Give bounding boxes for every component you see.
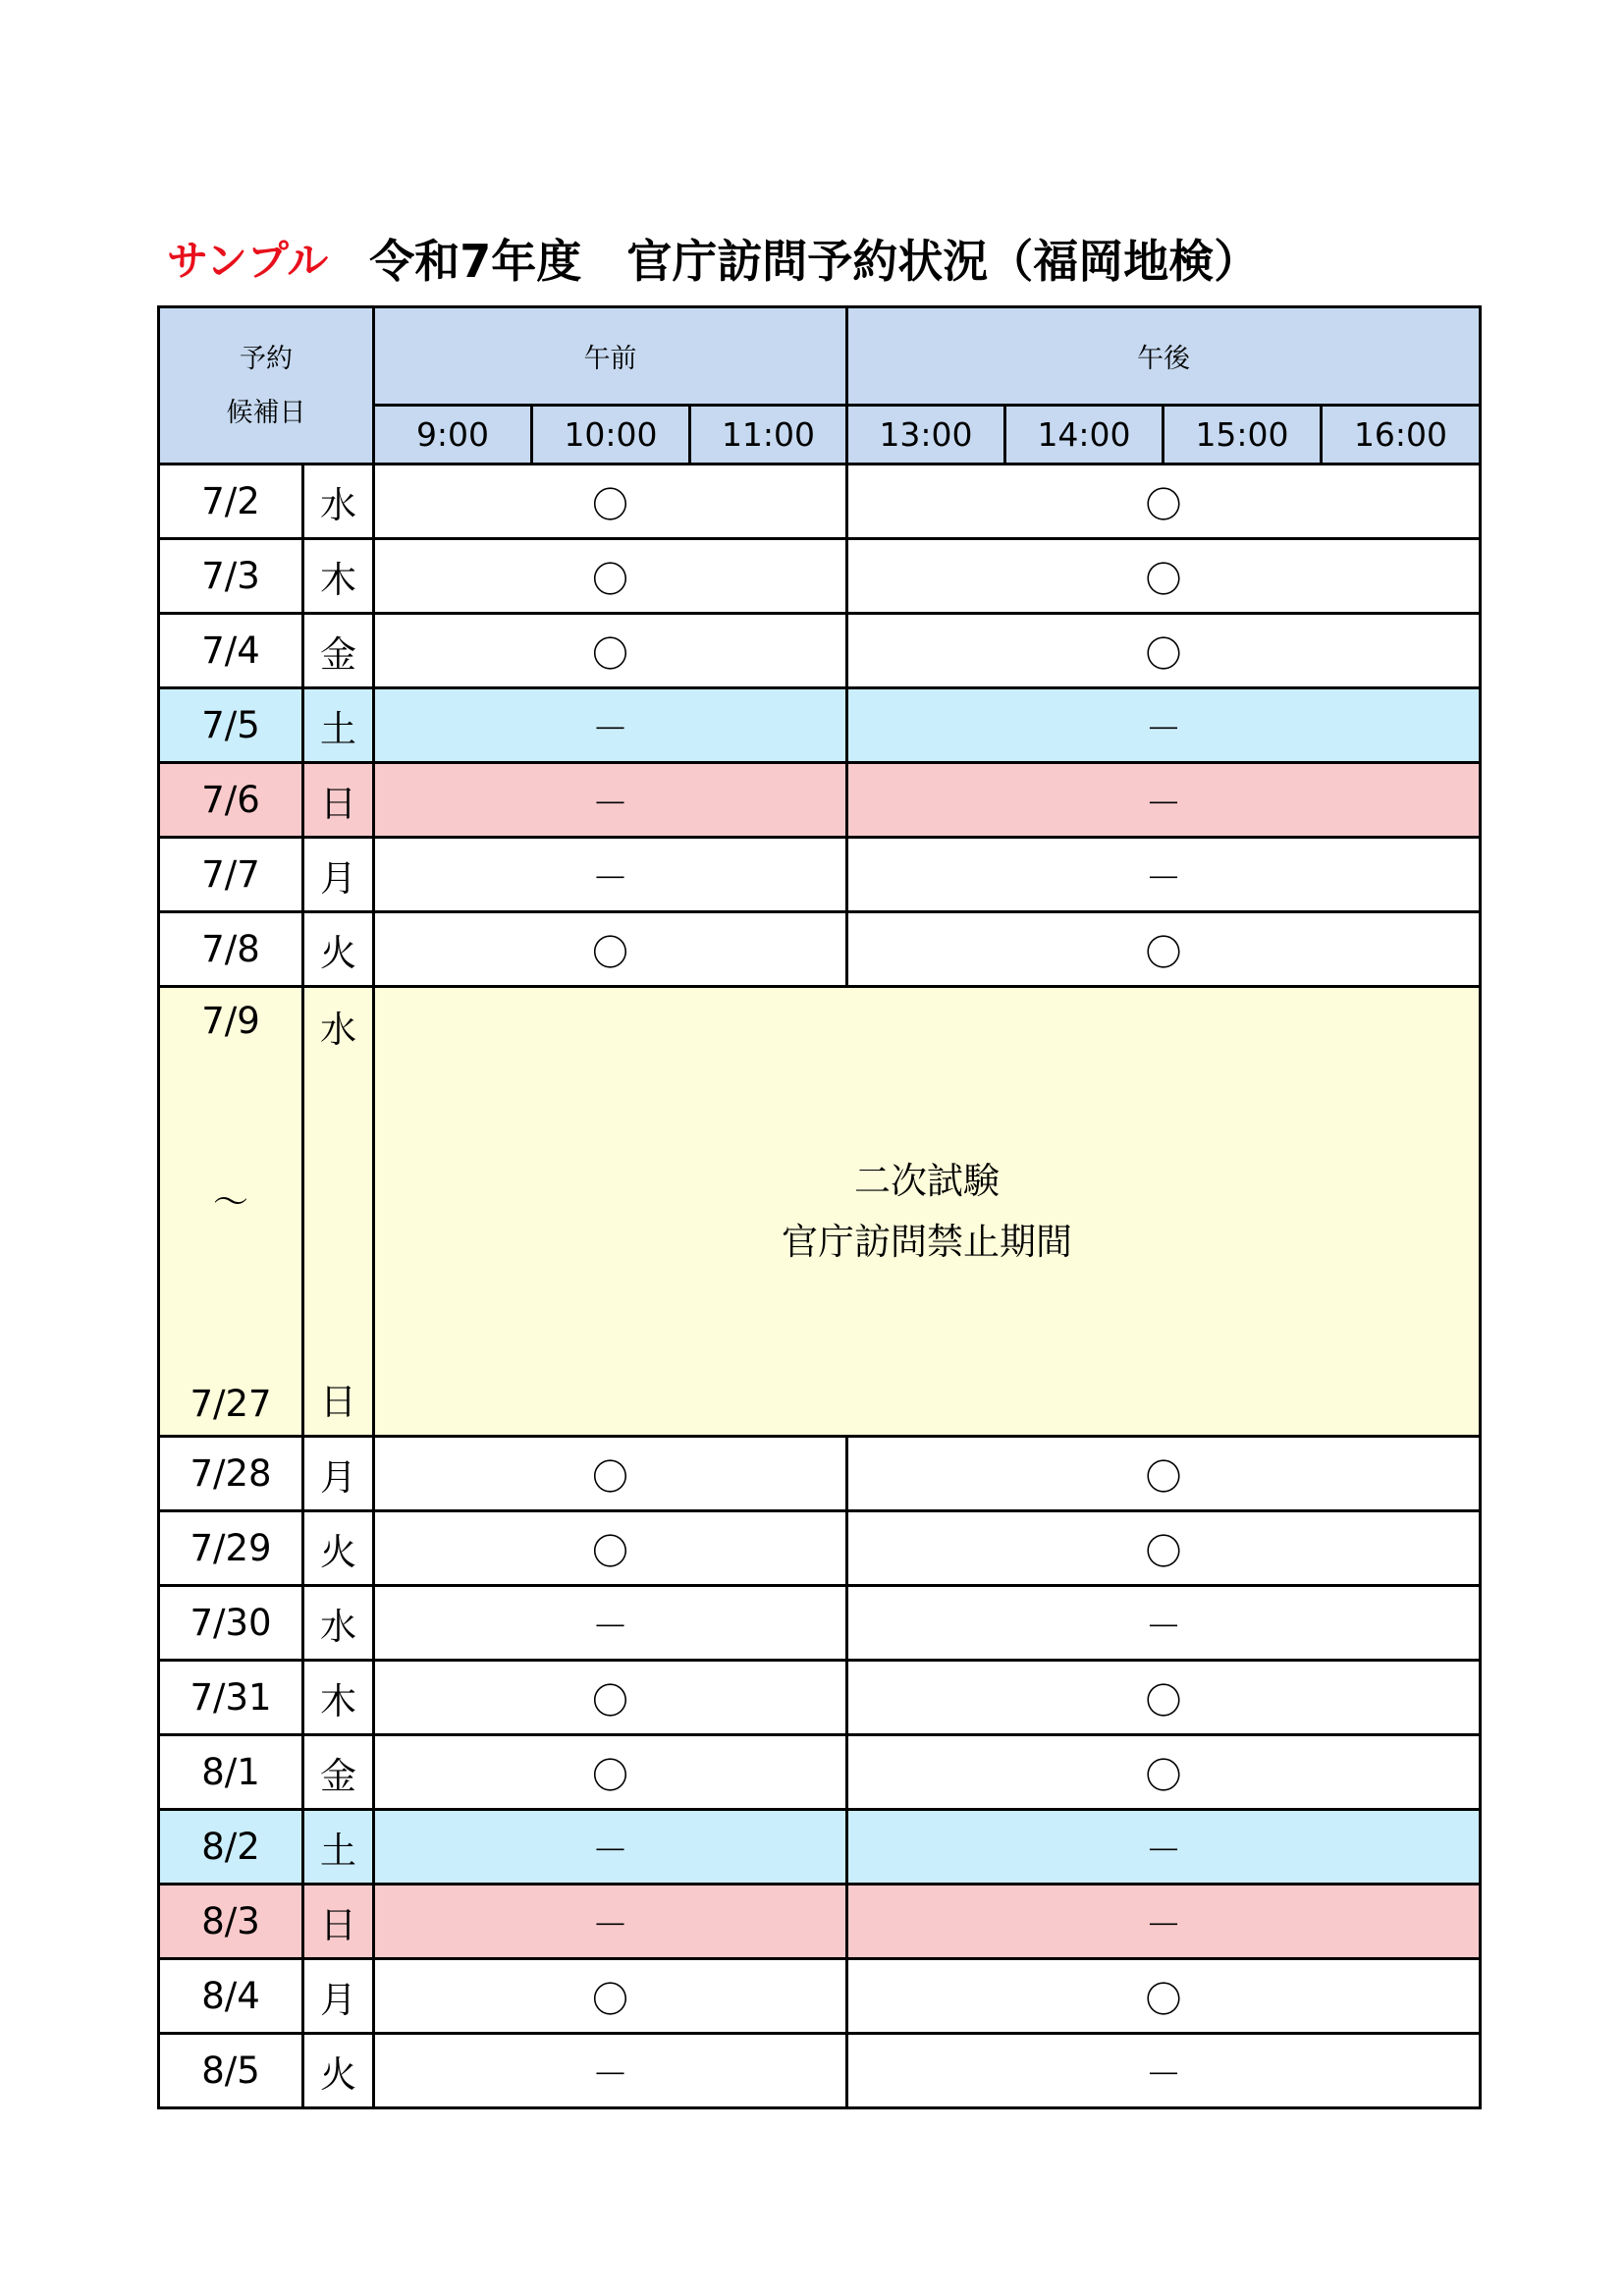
blocked-weekday-range xyxy=(303,987,374,1437)
date-cell: 8/2 xyxy=(159,1810,303,1885)
weekday-cell: 日 xyxy=(303,763,374,838)
time-header: 9:00 xyxy=(374,406,532,465)
date-cell: 7/2 xyxy=(159,465,303,539)
weekday-cell: 火 xyxy=(303,2034,374,2108)
am-status-cell: 〇 xyxy=(374,1511,847,1586)
weekday-cell: 木 xyxy=(303,1661,374,1735)
am-status-cell: 〇 xyxy=(374,1661,847,1735)
table-row xyxy=(159,838,1481,912)
am-status-cell: 〇 xyxy=(374,1437,847,1511)
am-status-cell: － xyxy=(374,1885,847,1959)
pm-status-cell: 〇 xyxy=(847,1511,1481,1586)
title-bar xyxy=(167,224,1259,293)
date-cell: 8/5 xyxy=(159,2034,303,2108)
date-cell: 8/4 xyxy=(159,1959,303,2034)
am-status-cell: － xyxy=(374,763,847,838)
table-row xyxy=(159,1959,1481,2034)
table-row-saturday xyxy=(159,1810,1481,1885)
weekday-cell: 水 xyxy=(303,1586,374,1661)
pm-header: 午後 xyxy=(847,307,1481,406)
weekday-cell: 月 xyxy=(303,1959,374,2034)
table-row xyxy=(159,614,1481,688)
table-row-sunday xyxy=(159,1885,1481,1959)
pm-status-cell: － xyxy=(847,1810,1481,1885)
table-row-saturday xyxy=(159,688,1481,763)
page-title: 令和7年度 官庁訪問予約状況（福岡地検） xyxy=(369,235,1260,288)
blocked-period-message xyxy=(374,987,1481,1437)
table-row xyxy=(159,1661,1481,1735)
pm-status-cell: － xyxy=(847,2034,1481,2108)
am-status-cell: 〇 xyxy=(374,465,847,539)
pm-status-cell: － xyxy=(847,763,1481,838)
table-row xyxy=(159,1586,1481,1661)
date-cell: 7/8 xyxy=(159,912,303,987)
pm-status-cell: － xyxy=(847,1885,1481,1959)
reservation-table xyxy=(157,305,1482,2109)
blocked-range-mark: ～ xyxy=(212,1182,248,1223)
weekday-cell: 土 xyxy=(303,688,374,763)
am-status-cell: 〇 xyxy=(374,1735,847,1810)
date-cell: 7/31 xyxy=(159,1661,303,1735)
weekday-cell: 火 xyxy=(303,912,374,987)
pm-status-cell: 〇 xyxy=(847,912,1481,987)
blocked-start-day: 水 xyxy=(320,1009,356,1051)
date-cell: 7/5 xyxy=(159,688,303,763)
table-row-sunday xyxy=(159,763,1481,838)
table-row xyxy=(159,539,1481,614)
blocked-date-range xyxy=(159,987,303,1437)
pm-status-cell: － xyxy=(847,1586,1481,1661)
weekday-cell: 水 xyxy=(303,465,374,539)
pm-status-cell: 〇 xyxy=(847,465,1481,539)
pm-status-cell: － xyxy=(847,688,1481,763)
candidate-header-line1: 予約 xyxy=(240,343,293,374)
weekday-cell: 木 xyxy=(303,539,374,614)
candidate-date-header xyxy=(159,307,374,465)
am-status-cell: － xyxy=(374,688,847,763)
date-cell: 7/28 xyxy=(159,1437,303,1511)
weekday-cell: 火 xyxy=(303,1511,374,1586)
blocked-end-date: 7/27 xyxy=(189,1383,272,1425)
pm-status-cell: 〇 xyxy=(847,614,1481,688)
table-row xyxy=(159,1511,1481,1586)
pm-status-cell: － xyxy=(847,838,1481,912)
table-row xyxy=(159,465,1481,539)
am-status-cell: － xyxy=(374,2034,847,2108)
blocked-message-line1: 二次試験 xyxy=(854,1159,1000,1202)
weekday-cell: 月 xyxy=(303,1437,374,1511)
pm-status-cell: 〇 xyxy=(847,1661,1481,1735)
table-row xyxy=(159,1437,1481,1511)
time-header: 14:00 xyxy=(1005,406,1164,465)
date-cell: 7/29 xyxy=(159,1511,303,1586)
am-status-cell: 〇 xyxy=(374,912,847,987)
time-header: 11:00 xyxy=(690,406,847,465)
weekday-cell: 月 xyxy=(303,838,374,912)
am-status-cell: 〇 xyxy=(374,614,847,688)
am-status-cell: 〇 xyxy=(374,1959,847,2034)
date-cell: 8/1 xyxy=(159,1735,303,1810)
blocked-end-day: 日 xyxy=(320,1381,356,1423)
blocked-start-date: 7/9 xyxy=(201,1000,260,1042)
date-cell: 7/7 xyxy=(159,838,303,912)
time-header: 13:00 xyxy=(847,406,1005,465)
date-cell: 7/30 xyxy=(159,1586,303,1661)
am-status-cell: 〇 xyxy=(374,539,847,614)
time-header: 10:00 xyxy=(532,406,690,465)
candidate-header-line2: 候補日 xyxy=(226,397,306,428)
weekday-cell: 日 xyxy=(303,1885,374,1959)
am-status-cell: － xyxy=(374,1586,847,1661)
table-row xyxy=(159,1735,1481,1810)
am-status-cell: － xyxy=(374,838,847,912)
date-cell: 7/4 xyxy=(159,614,303,688)
weekday-cell: 土 xyxy=(303,1810,374,1885)
time-header: 15:00 xyxy=(1164,406,1322,465)
time-header: 16:00 xyxy=(1322,406,1481,465)
date-cell: 7/6 xyxy=(159,763,303,838)
date-cell: 7/3 xyxy=(159,539,303,614)
blocked-period-row xyxy=(159,987,1481,1437)
am-header: 午前 xyxy=(374,307,847,406)
blocked-message-line2: 官庁訪問禁止期間 xyxy=(782,1220,1072,1263)
date-cell: 8/3 xyxy=(159,1885,303,1959)
pm-status-cell: 〇 xyxy=(847,539,1481,614)
weekday-cell: 金 xyxy=(303,614,374,688)
pm-status-cell: 〇 xyxy=(847,1437,1481,1511)
table-row xyxy=(159,912,1481,987)
weekday-cell: 金 xyxy=(303,1735,374,1810)
sample-label: サンプル xyxy=(167,237,329,285)
pm-status-cell: 〇 xyxy=(847,1959,1481,2034)
pm-status-cell: 〇 xyxy=(847,1735,1481,1810)
table-row xyxy=(159,2034,1481,2108)
am-status-cell: － xyxy=(374,1810,847,1885)
